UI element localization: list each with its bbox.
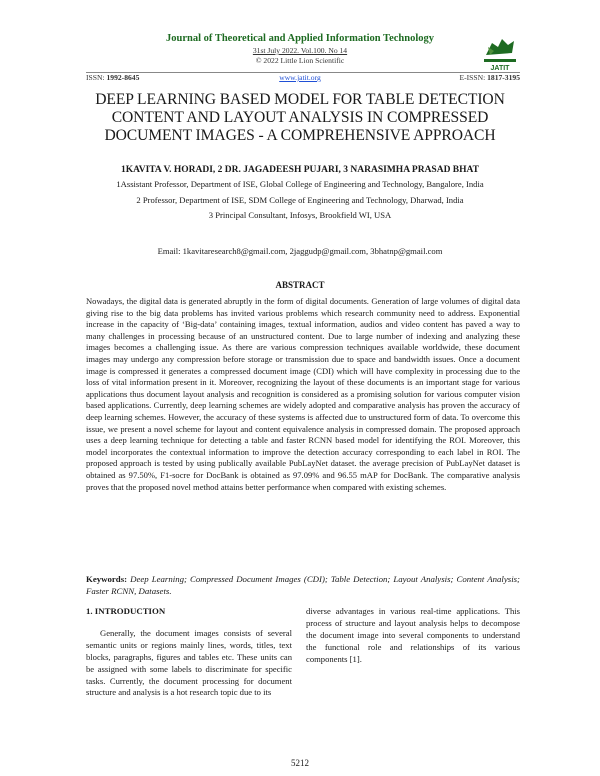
authors: 1KAVITA V. HORADI, 2 DR. JAGADEESH PUJARI, 3 NARASIMHA PRASAD BHAT <box>120 165 480 175</box>
issn: ISSN: 1992-8645 <box>86 73 140 82</box>
affiliation-3: 3 Principal Consultant, Infosys, Brookfield WI, USA <box>208 210 392 220</box>
affiliation-1: 1Assistant Professor, Department of ISE, Global College of Engineering and Technology, Bangalore, India <box>116 179 484 189</box>
affiliation-2: 2 Professor, Department of ISE, SDM College of Engineering and Technology, Dharwad, India <box>136 195 464 205</box>
author-emails: Email: 1kavitaresearch8@gmail.com, 2jaggudp@gmail.com, 3bhatnp@gmail.com <box>157 246 443 256</box>
issue-date: 31st July 2022. Vol.100. No 14 <box>252 46 348 55</box>
paper-title: DEEP LEARNING BASED MODEL FOR TABLE DETECTION CONTENT AND LAYOUT ANALYSIS IN COMPRESSED DOCUMENT IMAGES - A COMPREHENSIVE APPROACH <box>95 91 505 145</box>
eissn: E-ISSN: 1817-3195 <box>459 73 520 82</box>
copyright: © 2022 Little Lion Scientific <box>255 56 345 65</box>
journal-title: Journal of Theoretical and Applied Information Technology <box>166 33 434 44</box>
journal-website-link[interactable]: www.jatit.org <box>279 73 321 82</box>
lion-logo-icon <box>484 39 516 62</box>
keywords-list: Deep Learning; Compressed Document Images (CDI); Table Detection; Layout Analysis; Content Analysis; Faster RCNN, Datasets. <box>86 574 520 596</box>
abstract-text: Nowadays, the digital data is generated abruptly in the form of digital documents. Generation of large volumes of digital data giving rise to the big data problems has invited various problems which research community need to address. Exponential increase in the capacity of ‘Big-data’ containing images, textual information, audios and video content has paved a way to many challenges in processing because of an unstructured content. Due to large number of indexing and analyzing these images becomes a challenging issue. As there are various compression techniques available worldwide, these document images may undergo any compression before storage or transmission due to space and bandwidth issues. Once a document image is compressed it generates a compressed document image (CDI) which will have complexity in processing due to the loss of vital information present in it. Moreover, recognizing the layout of these documents is an important stage for various applications thus document layout analysis and recognition is considered as a promising solution for various computer vision based applications. Currently, deep learning schemes are widely adopted and comparative analysis has proven the accuracy of deep learning schemes. However, the accuracy of these systems is affected due to unstructured form of data. To overcome this issue, we present a novel scheme for layout and content equivalence analysis in compressed domain. The proposed approach uses a deep learning technique for detecting a table and faster RCNN based model for identifying the ROI. Moreover, this model incorporates the contextual information to improve the detection accuracy corresponding to each label in ROI. The proposed approach is tested by using publically available PubLayNet dataset. the average precision of PubLayNet dataset is obtained as 97.50%, F1-socre for DocBank is obtained as 97.09% and 96.55 mAP for DocBank. The comparative analysis proves that the proposed novel method attains better performance when compared with existing schemes. <box>86 296 520 492</box>
section-heading: 1. INTRODUCTION <box>86 606 166 616</box>
left-column <box>86 606 292 699</box>
right-column <box>306 606 520 666</box>
keywords <box>86 574 520 597</box>
page-number: 5212 <box>291 758 309 768</box>
journal-logo <box>478 33 522 73</box>
keywords-label: Keywords: <box>86 574 128 584</box>
intro-paragraph-left: Generally, the document images consists of several semantic units or regions mainly lines, words, titles, text blocks, paragraphs, figures and tables etc. These units can be assigned with some labels to discriminate for specific tasks. Currently, the document processing for document structure and analysis is a hot research topic due to its <box>86 627 292 698</box>
abstract-heading: ABSTRACT <box>275 280 325 290</box>
logo-text: JATIT <box>490 65 510 72</box>
intro-paragraph-right: diverse advantages in various real-time applications. This process of structure and layout analysis helps to decompose the document image into several components to understand the functional role and relationships of its various components [1]. <box>306 606 520 664</box>
